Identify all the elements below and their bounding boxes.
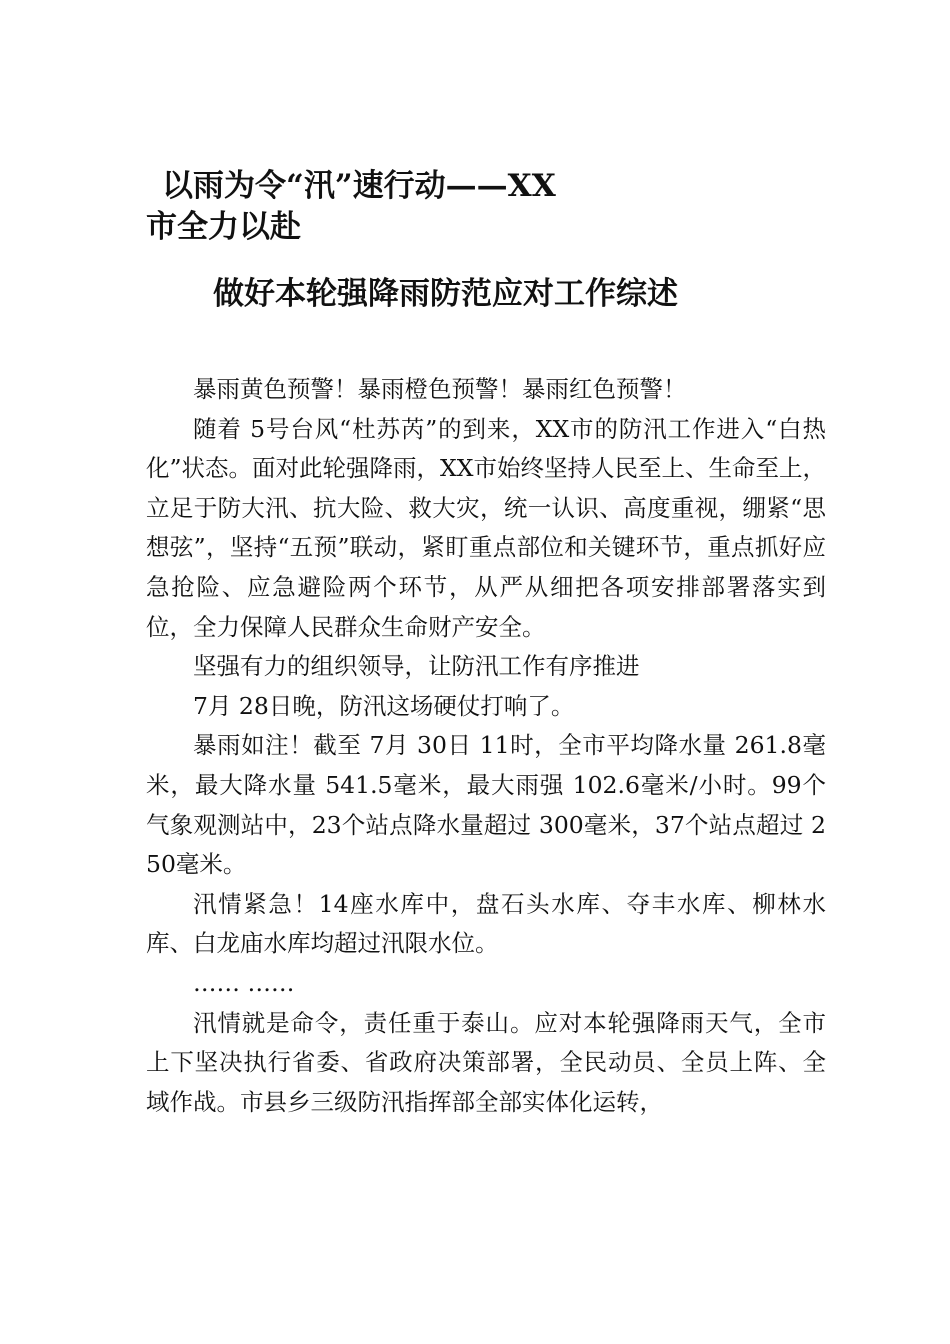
paragraph: 坚强有力的组织领导，让防汛工作有序推进: [193, 652, 640, 681]
ellipsis-paragraph: …… ……: [193, 968, 295, 997]
body-text: [146, 370, 826, 1122]
subtitle: 做好本轮强降雨防范应对工作综述: [213, 276, 678, 312]
paragraph: 随着 5号台风“杜苏芮”的到来，XX市的防汛工作进入“白热化”状态。面对此轮强降雨，XX市始终坚持人民至上、生命至上，立足于防大汛、抗大险、救大灾，统一认识、高度重视，绷紧“思想弦”，坚持“五预”联动，紧盯重点部位和关键环节，重点抓好应急抢险、应急避险两个环节，从严从细把各项安排部署落实到位，全力保障人民群众生命财产安全。: [146, 414, 826, 641]
paragraph: 暴雨黄色预警！暴雨橙色预警！暴雨红色预警！: [193, 375, 687, 403]
paragraph: 暴雨如注！截至 7月 30日 11时，全市平均降水量 261.8毫米，最大降水量 541.5毫米，最大雨强 102.6毫米/小时。99个气象观测站中，23个站点降水量超过 300毫米，37个站点超过 250毫米。: [146, 731, 826, 879]
paragraph: 汛情紧急！14座水库中，盘石头水库、夺丰水库、柳林水库、白龙庙水库均超过汛限水位。: [146, 889, 826, 958]
title-line-2: 市全力以赴: [146, 209, 301, 245]
paragraph: 7月 28日晚，防汛这场硬仗打响了。: [193, 691, 575, 720]
paragraph: 汛情就是命令，责任重于泰山。应对本轮强降雨天气，全市上下坚决执行省委、省政府决策部署，全民动员、全员上阵、全域作战。市县乡三级防汛指挥部全部实体化运转，: [146, 1008, 826, 1116]
title-line-1: 以雨为令“汛”速行动——XX: [162, 168, 556, 204]
